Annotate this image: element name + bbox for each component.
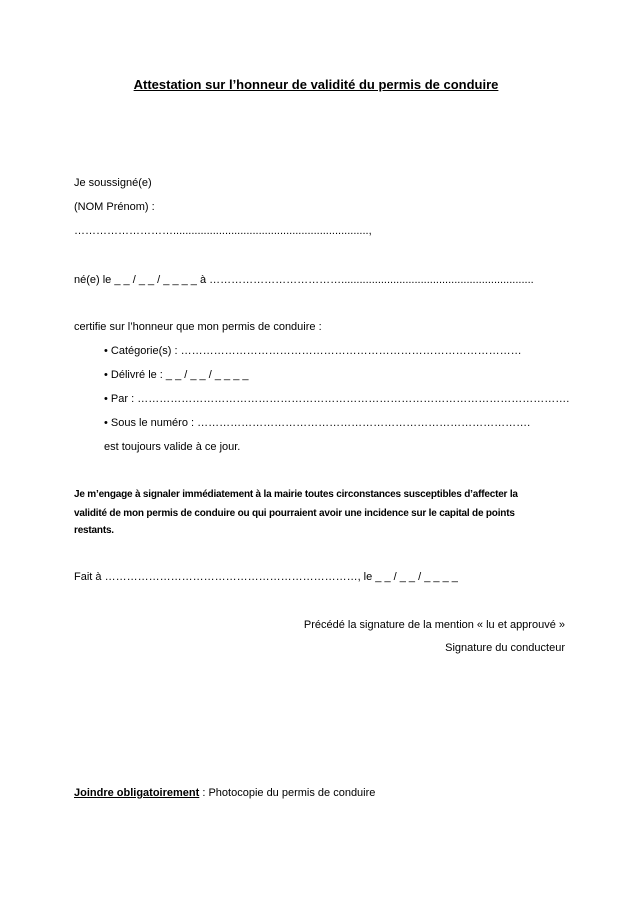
attachment-note: [74, 786, 375, 800]
attachment-text: : Photocopie du permis de conduire: [199, 787, 376, 799]
name-label: (NOM Prénom) :: [74, 201, 155, 213]
certification-intro: certifie sur l’honneur que mon permis de conduire :: [74, 321, 322, 333]
document-title: Attestation sur l’honneur de validité du permis de conduire: [133, 77, 499, 92]
name-blank-line: ………………………................................................................,: [74, 225, 372, 237]
place-date-line: Fait à ……………………………………………………………, le _ _ / _ _ / _ _ _ _: [74, 571, 458, 583]
item-issued-by: • Par : ……………………………………………………………………………………………………….: [104, 393, 570, 405]
commitment-line-2: validité de mon permis de conduire ou qui pourraient avoir une incidence sur le capital de points: [74, 508, 515, 519]
declarant-intro: Je soussigné(e): [74, 177, 152, 189]
item-category: • Catégorie(s) : …………………………………………………………………………………: [104, 345, 522, 357]
attachment-label: Joindre obligatoirement: [74, 787, 200, 799]
birth-line: né(e) le _ _ / _ _ / _ _ _ _ à ………………………………...............................................................: [74, 274, 534, 286]
item-issue-date: • Délivré le : _ _ / _ _ / _ _ _ _: [104, 369, 249, 381]
signature-mention: Précédé la signature de la mention « lu et approuvé »: [303, 619, 565, 631]
item-license-number: • Sous le numéro : ……………………………………………………………………………….: [104, 417, 531, 429]
certification-conclusion: est toujours valide à ce jour.: [104, 441, 241, 453]
signature-label: Signature du conducteur: [445, 642, 565, 654]
commitment-line-1: Je m’engage à signaler immédiatement à la mairie toutes circonstances susceptibles d’affecter la: [74, 489, 518, 500]
commitment-line-3: restants.: [74, 525, 114, 536]
